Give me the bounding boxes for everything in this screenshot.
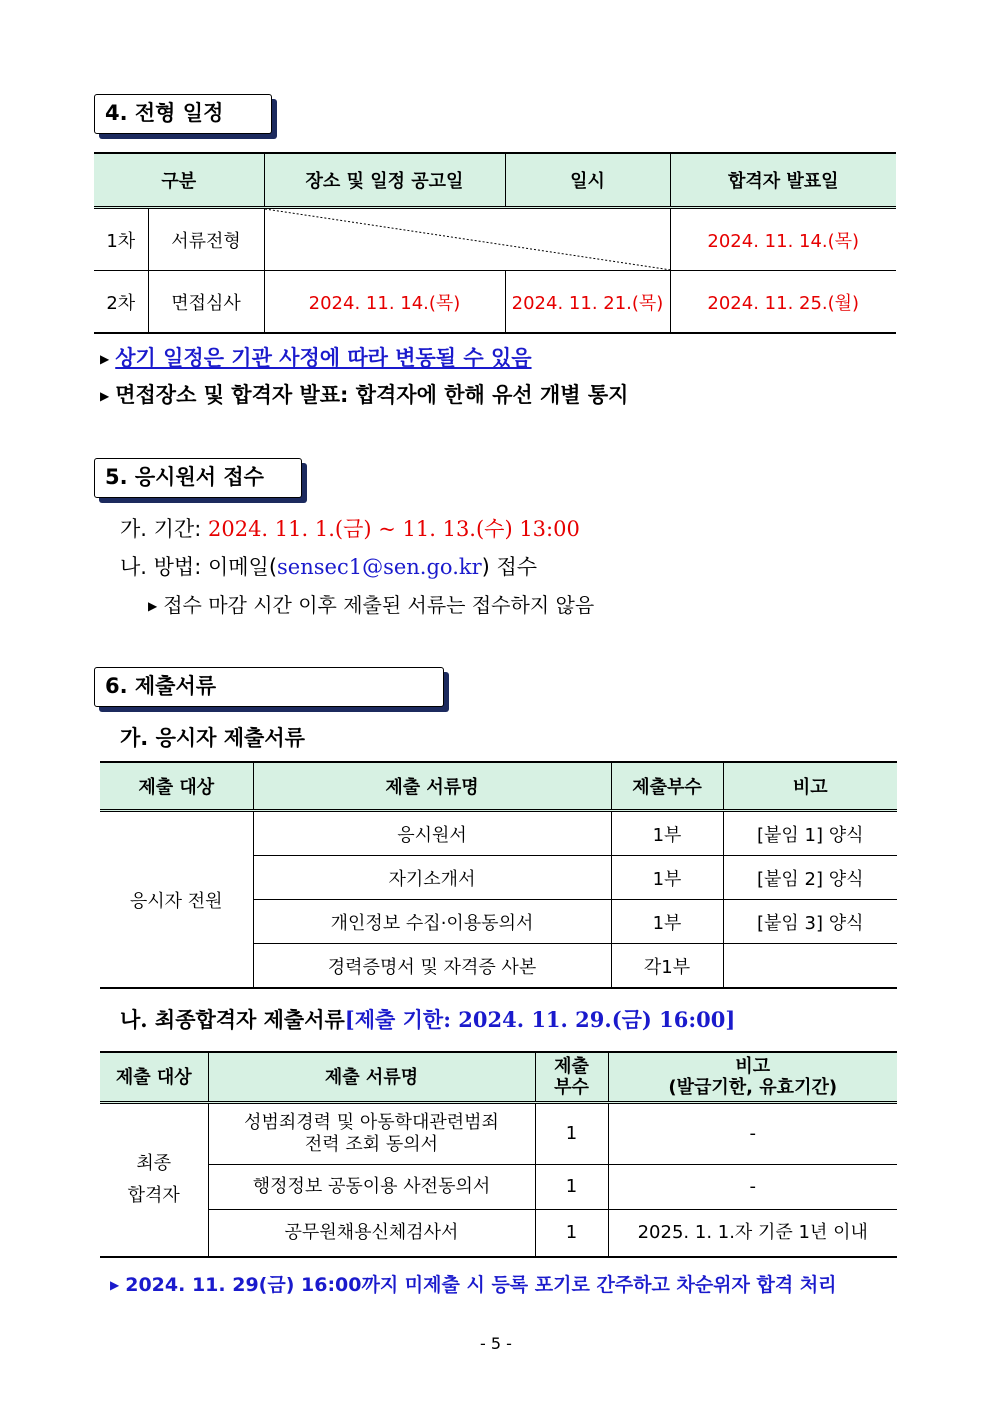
table-row (100, 1103, 897, 1165)
table-row (94, 271, 896, 334)
table-header-row (94, 153, 896, 208)
schedule-note-2: ▶ 면접장소 및 합격자 발표: 합격자에 한해 유선 개별 통지 (100, 383, 629, 407)
type-cell: 면접심사 (148, 271, 264, 334)
final-documents-table (100, 1051, 897, 1258)
header-doc: 제출 서류명 (208, 1052, 535, 1103)
triangle-bullet-icon: ▶ (100, 389, 110, 403)
table-row (94, 208, 896, 271)
table-header-row (100, 1052, 897, 1103)
note-cell (723, 944, 897, 989)
note-cell: - (608, 1165, 897, 1210)
final-note: ▶ 2024. 11. 29(금) 16:00까지 미제출 시 등록 포기로 간주하고 차순위자 합격 처리 (110, 1274, 837, 1296)
sub-b-title: 나. 최종합격자 제출서류[제출 기한: 2024. 11. 29.(금) 16:00] (120, 1007, 736, 1032)
table-row (100, 1165, 897, 1210)
triangle-bullet-icon: ▶ (110, 1278, 120, 1292)
schedule-note-1: ▶ 상기 일정은 기관 사정에 따라 변동될 수 있음 (100, 346, 532, 370)
note-cell: - (608, 1103, 897, 1165)
target-cell: 최종 합격자 (100, 1103, 208, 1258)
empty-slash-cell (264, 208, 670, 271)
header-announce: 장소 및 일정 공고일 (264, 153, 505, 208)
doc-cell: 행정정보 공동이용 사전동의서 (208, 1165, 535, 1210)
round-cell: 2차 (94, 271, 148, 334)
doc-cell: 자기소개서 (253, 856, 611, 900)
section-6-title: 6. 제출서류 (94, 667, 444, 707)
page-number: - 5 - (480, 1334, 512, 1353)
header-doc: 제출 서류명 (253, 762, 611, 811)
note-cell: [붙임 1] 양식 (723, 811, 897, 856)
period-value: 2024. 11. 1.(금) ~ 11. 13.(수) 13:00 (207, 517, 580, 541)
doc-cell: 공무원채용신체검사서 (208, 1210, 535, 1258)
header-note: 비고 (723, 762, 897, 811)
count-cell: 1 (535, 1165, 608, 1210)
table-row (100, 811, 897, 856)
applicant-documents-table (100, 761, 897, 989)
email-link[interactable]: sensec1@sen.go.kr (277, 555, 482, 579)
count-cell: 각1부 (611, 944, 723, 989)
table-header-row (100, 762, 897, 811)
type-cell: 서류전형 (148, 208, 264, 271)
header-note: 비고 (발급기한, 유효기간) (608, 1052, 897, 1103)
count-cell: 1 (535, 1103, 608, 1165)
doc-cell: 경력증명서 및 자격증 사본 (253, 944, 611, 989)
announce-date-cell: 2024. 11. 14.(목) (264, 271, 505, 334)
header-target: 제출 대상 (100, 1052, 208, 1103)
interview-date-cell: 2024. 11. 21.(목) (505, 271, 670, 334)
count-cell: 1부 (611, 811, 723, 856)
method-note: ▶ 접수 마감 시간 이후 제출된 서류는 접수하지 않음 (148, 593, 595, 617)
schedule-table (94, 152, 896, 334)
doc-cell: 성범죄경력 및 아동학대관련범죄 전력 조회 동의서 (208, 1103, 535, 1165)
round-cell: 1차 (94, 208, 148, 271)
header-category: 구분 (94, 153, 264, 208)
header-count: 제출 부수 (535, 1052, 608, 1103)
count-cell: 1 (535, 1210, 608, 1258)
deadline-text: [제출 기한: 2024. 11. 29.(금) 16:00] (344, 1007, 736, 1032)
header-datetime: 일시 (505, 153, 670, 208)
table-row (100, 1210, 897, 1258)
doc-cell: 개인정보 수집·이용동의서 (253, 900, 611, 944)
note-cell: [붙임 2] 양식 (723, 856, 897, 900)
triangle-bullet-icon: ▶ (148, 599, 158, 613)
triangle-bullet-icon: ▶ (100, 352, 110, 366)
result-date-cell: 2024. 11. 14.(목) (670, 208, 896, 271)
section-5-title: 5. 응시원서 접수 (94, 458, 302, 498)
header-count: 제출부수 (611, 762, 723, 811)
doc-cell: 응시원서 (253, 811, 611, 856)
header-result: 합격자 발표일 (670, 153, 896, 208)
method-line: 나. 방법: 이메일(sensec1@sen.go.kr) 접수 (120, 555, 538, 579)
target-cell: 응시자 전원 (100, 811, 253, 989)
diagonal-slash (265, 209, 671, 270)
note-cell: [붙임 3] 양식 (723, 900, 897, 944)
section-4-title: 4. 전형 일정 (94, 94, 272, 134)
result-date-cell: 2024. 11. 25.(월) (670, 271, 896, 334)
count-cell: 1부 (611, 900, 723, 944)
count-cell: 1부 (611, 856, 723, 900)
note-cell: 2025. 1. 1.자 기준 1년 이내 (608, 1210, 897, 1258)
sub-a-title: 가. 응시자 제출서류 (120, 726, 305, 750)
header-target: 제출 대상 (100, 762, 253, 811)
period-line: 가. 기간: 2024. 11. 1.(금) ~ 11. 13.(수) 13:00 (120, 517, 580, 541)
